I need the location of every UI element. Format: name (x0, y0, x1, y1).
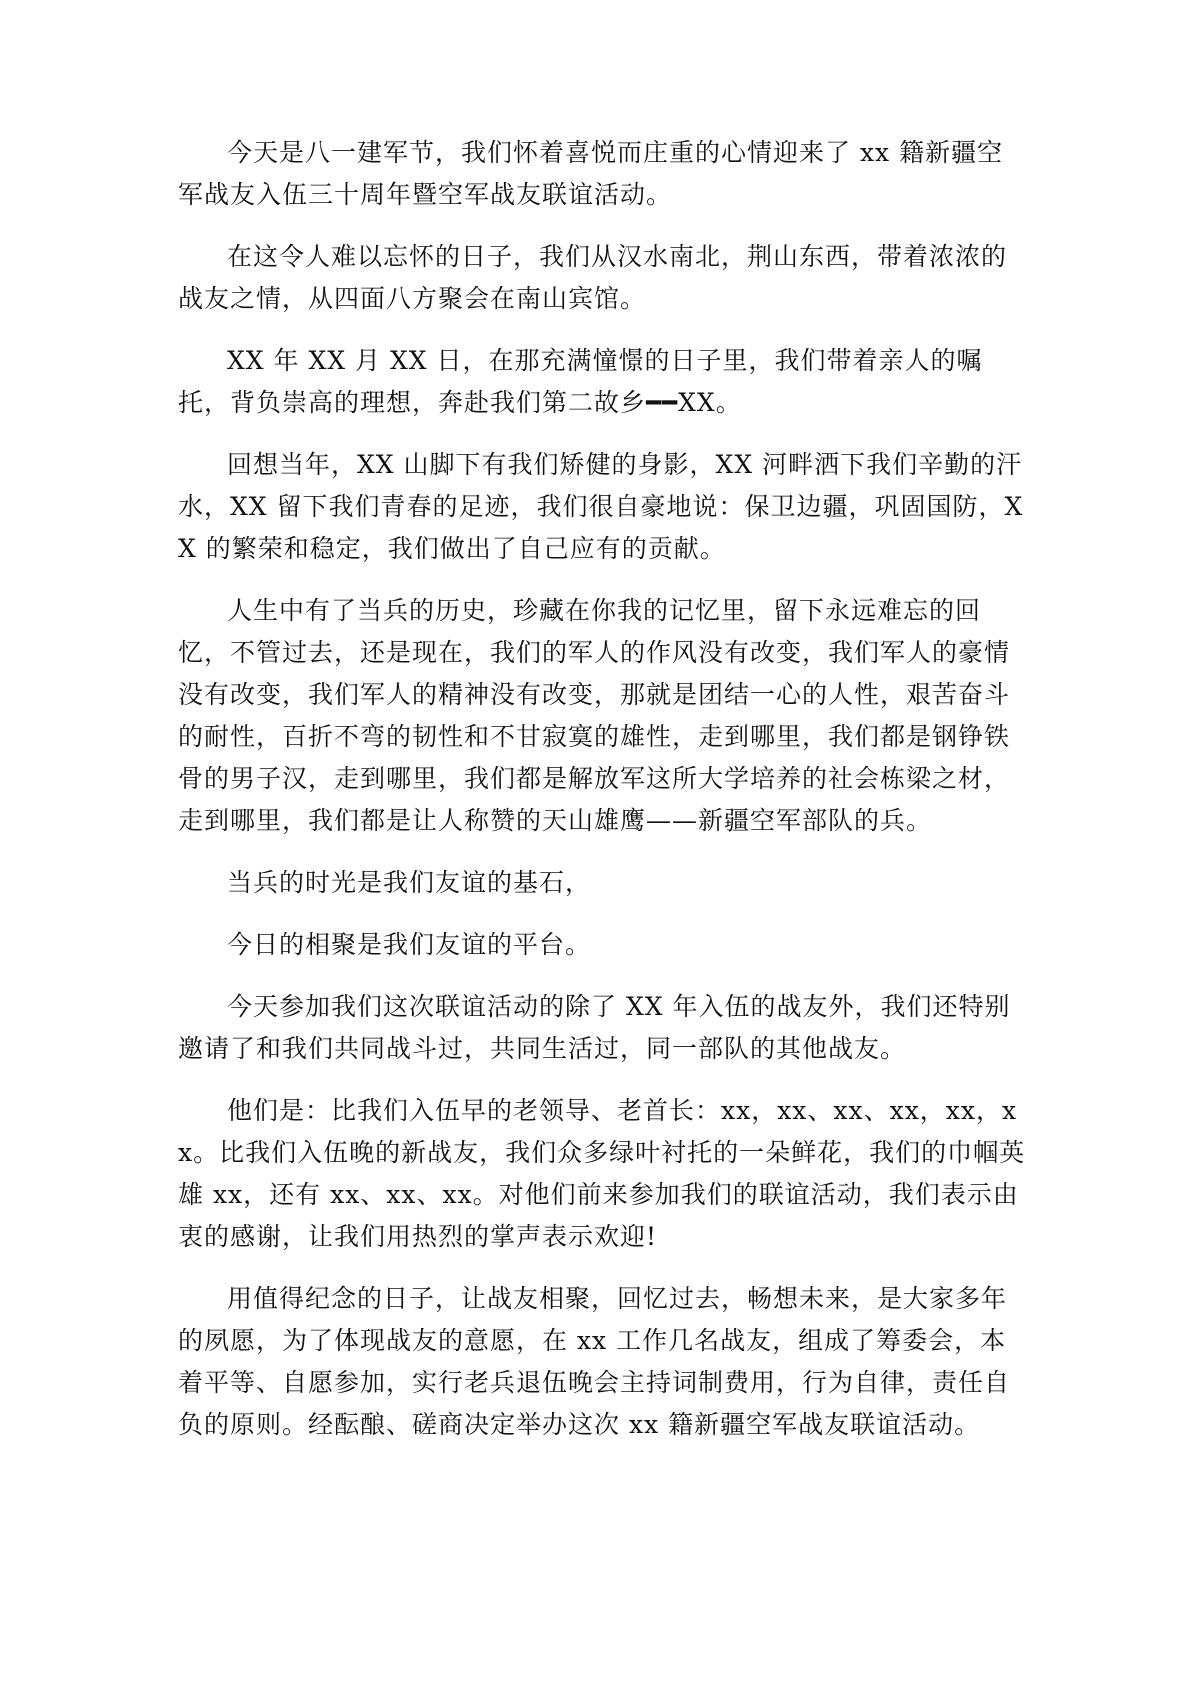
paragraph: 他们是：比我们入伍早的老领导、老首长：xx，xx、xx、xx，xx，xx。比我们入伍晚的新战友，我们众多绿叶衬托的一朵鲜花，我们的巾帼英雄 xx，还有 xx、xx、xx。对他们前来参加我们的联谊活动，我们表示由衷的感谢，让我们用热烈的掌声表示欢迎! (178, 1096, 1026, 1251)
document-body (178, 132, 1028, 1466)
paragraph: 当兵的时光是我们友谊的基石， (227, 868, 592, 897)
paragraph: 今天是八一建军节，我们怀着喜悦而庄重的心情迎来了 xx 籍新疆空军战友入伍三十周年暨空军战友联谊活动。 (178, 138, 1004, 209)
paragraph: 今天参加我们这次联谊活动的除了 XX 年入伍的战友外，我们还特别邀请了和我们共同战斗过，共同生活过，同一部队的其他战友。 (178, 992, 1011, 1063)
paragraph: 在这令人难以忘怀的日子，我们从汉水南北，荆山东西，带着浓浓的战友之情，从四面八方聚会在南山宾馆。 (178, 242, 1008, 313)
paragraph: 人生中有了当兵的历史，珍藏在你我的记忆里，留下永远难忘的回忆，不管过去，还是现在，我们的军人的作风没有改变，我们军人的豪情没有改变，我们军人的精神没有改变，那就是团结一心的人性，艰苦奋斗的耐性，百折不弯的韧性和不甘寂寞的雄性，走到哪里，我们都是钢铮铁骨的男子汉，走到哪里，我们都是解放军这所大学培养的社会栋梁之材，走到哪里，我们都是让人称赞的天山雄鹰——新疆空军部队的兵。 (178, 596, 1011, 835)
paragraph: XX 年 XX 月 XX 日，在那充满憧憬的日子里，我们带着亲人的嘱托，背负崇高的理想，奔赴我们第二故乡━━XX。 (178, 346, 983, 417)
paragraph: 今日的相聚是我们友谊的平台。 (227, 930, 592, 959)
paragraph: 用值得纪念的日子，让战友相聚，回忆过去，畅想未来，是大家多年的夙愿，为了体现战友的意愿，在 xx 工作几名战友，组成了筹委会，本着平等、自愿参加，实行老兵退伍晚会主持词制费用，行为自律，责任自负的原则。经酝酿、磋商决定举办这次 xx 籍新疆空军战友联谊活动。 (178, 1284, 1011, 1439)
paragraph: 回想当年，XX 山脚下有我们矫健的身影，XX 河畔洒下我们辛勤的汗水，XX 留下我们青春的足迹，我们很自豪地说：保卫边疆，巩固国防，XX 的繁荣和稳定，我们做出了自己应有的贡献。 (178, 450, 1024, 563)
